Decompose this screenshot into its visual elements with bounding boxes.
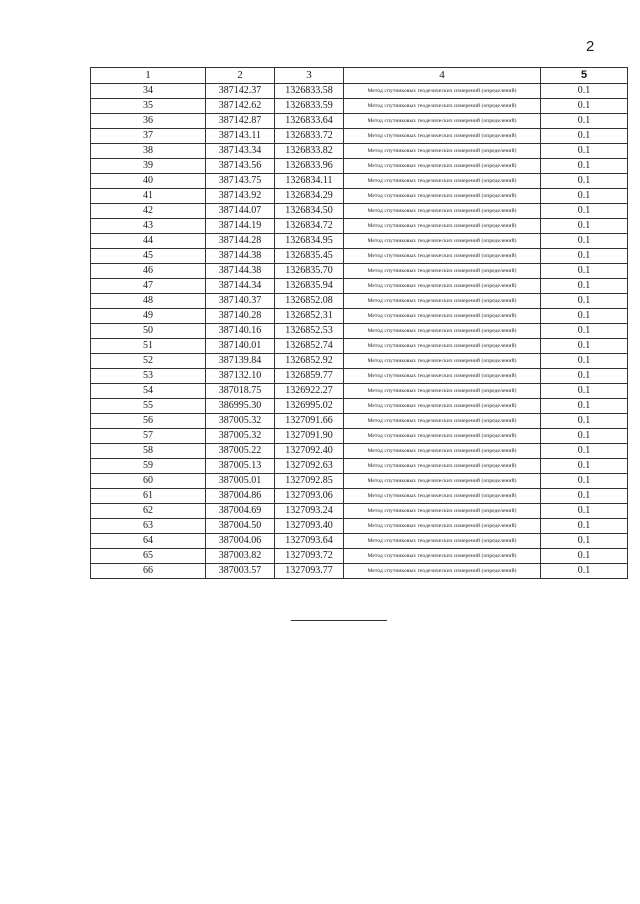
point-number-cell: 59: [91, 459, 206, 474]
y-coordinate-cell: 1326833.82: [275, 144, 344, 159]
header-col-3: 3: [275, 68, 344, 84]
table-row: [91, 429, 628, 444]
page-number: 2: [586, 38, 595, 55]
point-number-cell: 37: [91, 129, 206, 144]
y-coordinate-cell: 1327093.77: [275, 564, 344, 579]
y-coordinate-cell: 1326833.64: [275, 114, 344, 129]
y-coordinate-cell: 1326852.92: [275, 354, 344, 369]
accuracy-cell: 0.1: [541, 429, 628, 444]
point-number-cell: 64: [91, 534, 206, 549]
accuracy-cell: 0.1: [541, 249, 628, 264]
x-coordinate-cell: 387018.75: [206, 384, 275, 399]
method-cell: Метод спутниковых геодезических измерений (определений): [344, 279, 541, 294]
point-number-cell: 56: [91, 414, 206, 429]
table-row: [91, 219, 628, 234]
y-coordinate-cell: 1326834.95: [275, 234, 344, 249]
y-coordinate-cell: 1326835.70: [275, 264, 344, 279]
accuracy-cell: 0.1: [541, 114, 628, 129]
y-coordinate-cell: 1326834.11: [275, 174, 344, 189]
y-coordinate-cell: 1327092.40: [275, 444, 344, 459]
x-coordinate-cell: 387143.11: [206, 129, 275, 144]
method-cell: Метод спутниковых геодезических измерений (определений): [344, 234, 541, 249]
table-row: [91, 234, 628, 249]
x-coordinate-cell: 387144.28: [206, 234, 275, 249]
table-row: [91, 504, 628, 519]
point-number-cell: 53: [91, 369, 206, 384]
accuracy-cell: 0.1: [541, 189, 628, 204]
method-cell: Метод спутниковых геодезических измерений (определений): [344, 564, 541, 579]
table-row: [91, 369, 628, 384]
y-coordinate-cell: 1326833.96: [275, 159, 344, 174]
accuracy-cell: 0.1: [541, 144, 628, 159]
x-coordinate-cell: 387005.22: [206, 444, 275, 459]
point-number-cell: 48: [91, 294, 206, 309]
table-row: [91, 459, 628, 474]
header-col-2: 2: [206, 68, 275, 84]
method-cell: Метод спутниковых геодезических измерений (определений): [344, 384, 541, 399]
method-cell: Метод спутниковых геодезических измерений (определений): [344, 264, 541, 279]
x-coordinate-cell: 387005.32: [206, 414, 275, 429]
point-number-cell: 44: [91, 234, 206, 249]
x-coordinate-cell: 387142.37: [206, 84, 275, 99]
y-coordinate-cell: 1326834.72: [275, 219, 344, 234]
x-coordinate-cell: 387140.16: [206, 324, 275, 339]
x-coordinate-cell: 387142.87: [206, 114, 275, 129]
point-number-cell: 51: [91, 339, 206, 354]
method-cell: Метод спутниковых геодезических измерений (определений): [344, 144, 541, 159]
accuracy-cell: 0.1: [541, 264, 628, 279]
accuracy-cell: 0.1: [541, 519, 628, 534]
accuracy-cell: 0.1: [541, 294, 628, 309]
y-coordinate-cell: 1326995.02: [275, 399, 344, 414]
table-row: [91, 114, 628, 129]
method-cell: Метод спутниковых геодезических измерений (определений): [344, 429, 541, 444]
accuracy-cell: 0.1: [541, 204, 628, 219]
point-number-cell: 47: [91, 279, 206, 294]
accuracy-cell: 0.1: [541, 474, 628, 489]
table-body: [91, 84, 628, 579]
method-cell: Метод спутниковых геодезических измерений (определений): [344, 369, 541, 384]
point-number-cell: 61: [91, 489, 206, 504]
point-number-cell: 45: [91, 249, 206, 264]
table-row: [91, 129, 628, 144]
accuracy-cell: 0.1: [541, 354, 628, 369]
y-coordinate-cell: 1326835.94: [275, 279, 344, 294]
point-number-cell: 50: [91, 324, 206, 339]
accuracy-cell: 0.1: [541, 324, 628, 339]
method-cell: Метод спутниковых геодезических измерений (определений): [344, 489, 541, 504]
y-coordinate-cell: 1327092.85: [275, 474, 344, 489]
accuracy-cell: 0.1: [541, 279, 628, 294]
y-coordinate-cell: 1327091.90: [275, 429, 344, 444]
table-row: [91, 174, 628, 189]
method-cell: Метод спутниковых геодезических измерений (определений): [344, 219, 541, 234]
x-coordinate-cell: 387143.56: [206, 159, 275, 174]
x-coordinate-cell: 387143.34: [206, 144, 275, 159]
x-coordinate-cell: 387144.19: [206, 219, 275, 234]
point-number-cell: 60: [91, 474, 206, 489]
y-coordinate-cell: 1326852.53: [275, 324, 344, 339]
method-cell: Метод спутниковых геодезических измерений (определений): [344, 459, 541, 474]
y-coordinate-cell: 1327093.40: [275, 519, 344, 534]
accuracy-cell: 0.1: [541, 444, 628, 459]
method-cell: Метод спутниковых геодезических измерений (определений): [344, 99, 541, 114]
table-row: [91, 189, 628, 204]
y-coordinate-cell: 1327093.64: [275, 534, 344, 549]
x-coordinate-cell: 387144.38: [206, 249, 275, 264]
y-coordinate-cell: 1327093.72: [275, 549, 344, 564]
point-number-cell: 55: [91, 399, 206, 414]
accuracy-cell: 0.1: [541, 84, 628, 99]
x-coordinate-cell: 387144.34: [206, 279, 275, 294]
method-cell: Метод спутниковых геодезических измерений (определений): [344, 474, 541, 489]
y-coordinate-cell: 1327092.63: [275, 459, 344, 474]
method-cell: Метод спутниковых геодезических измерений (определений): [344, 534, 541, 549]
y-coordinate-cell: 1327093.24: [275, 504, 344, 519]
table-row: [91, 339, 628, 354]
table-row: [91, 489, 628, 504]
accuracy-cell: 0.1: [541, 534, 628, 549]
method-cell: Метод спутниковых геодезических измерений (определений): [344, 339, 541, 354]
table-row: [91, 519, 628, 534]
table-row: [91, 264, 628, 279]
method-cell: Метод спутниковых геодезических измерений (определений): [344, 189, 541, 204]
x-coordinate-cell: 387139.84: [206, 354, 275, 369]
table-row: [91, 399, 628, 414]
accuracy-cell: 0.1: [541, 549, 628, 564]
table-row: [91, 324, 628, 339]
method-cell: Метод спутниковых геодезических измерений (определений): [344, 114, 541, 129]
table-row: [91, 474, 628, 489]
y-coordinate-cell: 1326835.45: [275, 249, 344, 264]
table-row: [91, 159, 628, 174]
y-coordinate-cell: 1326852.08: [275, 294, 344, 309]
method-cell: Метод спутниковых геодезических измерений (определений): [344, 309, 541, 324]
header-col-4: 4: [344, 68, 541, 84]
accuracy-cell: 0.1: [541, 174, 628, 189]
x-coordinate-cell: 387144.38: [206, 264, 275, 279]
point-number-cell: 52: [91, 354, 206, 369]
table-row: [91, 414, 628, 429]
accuracy-cell: 0.1: [541, 489, 628, 504]
x-coordinate-cell: 387004.86: [206, 489, 275, 504]
method-cell: Метод спутниковых геодезических измерений (определений): [344, 504, 541, 519]
x-coordinate-cell: 387004.69: [206, 504, 275, 519]
point-number-cell: 40: [91, 174, 206, 189]
method-cell: Метод спутниковых геодезических измерений (определений): [344, 84, 541, 99]
method-cell: Метод спутниковых геодезических измерений (определений): [344, 159, 541, 174]
accuracy-cell: 0.1: [541, 399, 628, 414]
x-coordinate-cell: 387143.75: [206, 174, 275, 189]
header-col-5: 5: [541, 68, 628, 84]
point-number-cell: 35: [91, 99, 206, 114]
table-row: [91, 549, 628, 564]
x-coordinate-cell: 387132.10: [206, 369, 275, 384]
point-number-cell: 34: [91, 84, 206, 99]
table-row: [91, 144, 628, 159]
x-coordinate-cell: 387144.07: [206, 204, 275, 219]
y-coordinate-cell: 1326859.77: [275, 369, 344, 384]
point-number-cell: 38: [91, 144, 206, 159]
accuracy-cell: 0.1: [541, 159, 628, 174]
point-number-cell: 63: [91, 519, 206, 534]
table-row: [91, 354, 628, 369]
table-row: [91, 249, 628, 264]
table-row: [91, 309, 628, 324]
method-cell: Метод спутниковых геодезических измерений (определений): [344, 549, 541, 564]
coordinates-table: [90, 67, 628, 579]
method-cell: Метод спутниковых геодезических измерений (определений): [344, 249, 541, 264]
point-number-cell: 66: [91, 564, 206, 579]
x-coordinate-cell: 387140.01: [206, 339, 275, 354]
table-row: [91, 384, 628, 399]
x-coordinate-cell: 387143.92: [206, 189, 275, 204]
point-number-cell: 43: [91, 219, 206, 234]
accuracy-cell: 0.1: [541, 99, 628, 114]
y-coordinate-cell: 1326922.27: [275, 384, 344, 399]
x-coordinate-cell: 387004.50: [206, 519, 275, 534]
method-cell: Метод спутниковых геодезических измерений (определений): [344, 324, 541, 339]
method-cell: Метод спутниковых геодезических измерений (определений): [344, 519, 541, 534]
accuracy-cell: 0.1: [541, 504, 628, 519]
x-coordinate-cell: 387005.32: [206, 429, 275, 444]
table-row: [91, 279, 628, 294]
x-coordinate-cell: 387004.06: [206, 534, 275, 549]
accuracy-cell: 0.1: [541, 564, 628, 579]
y-coordinate-cell: 1326833.72: [275, 129, 344, 144]
table-row: [91, 444, 628, 459]
table-row: [91, 84, 628, 99]
method-cell: Метод спутниковых геодезических измерений (определений): [344, 354, 541, 369]
accuracy-cell: 0.1: [541, 369, 628, 384]
method-cell: Метод спутниковых геодезических измерений (определений): [344, 204, 541, 219]
x-coordinate-cell: 387005.01: [206, 474, 275, 489]
x-coordinate-cell: 387140.28: [206, 309, 275, 324]
point-number-cell: 62: [91, 504, 206, 519]
point-number-cell: 57: [91, 429, 206, 444]
table-row: [91, 294, 628, 309]
accuracy-cell: 0.1: [541, 384, 628, 399]
table-row: [91, 534, 628, 549]
x-coordinate-cell: 387003.57: [206, 564, 275, 579]
y-coordinate-cell: 1326834.29: [275, 189, 344, 204]
point-number-cell: 39: [91, 159, 206, 174]
accuracy-cell: 0.1: [541, 309, 628, 324]
accuracy-cell: 0.1: [541, 129, 628, 144]
accuracy-cell: 0.1: [541, 234, 628, 249]
accuracy-cell: 0.1: [541, 414, 628, 429]
table-row: [91, 99, 628, 114]
point-number-cell: 49: [91, 309, 206, 324]
y-coordinate-cell: 1327091.66: [275, 414, 344, 429]
point-number-cell: 42: [91, 204, 206, 219]
y-coordinate-cell: 1326834.50: [275, 204, 344, 219]
x-coordinate-cell: 386995.30: [206, 399, 275, 414]
point-number-cell: 36: [91, 114, 206, 129]
method-cell: Метод спутниковых геодезических измерений (определений): [344, 444, 541, 459]
point-number-cell: 65: [91, 549, 206, 564]
method-cell: Метод спутниковых геодезических измерений (определений): [344, 414, 541, 429]
method-cell: Метод спутниковых геодезических измерений (определений): [344, 174, 541, 189]
x-coordinate-cell: 387142.62: [206, 99, 275, 114]
x-coordinate-cell: 387140.37: [206, 294, 275, 309]
y-coordinate-cell: 1327093.06: [275, 489, 344, 504]
header-col-1: 1: [91, 68, 206, 84]
y-coordinate-cell: 1326852.74: [275, 339, 344, 354]
table-row: [91, 564, 628, 579]
table-header-row: [91, 68, 628, 84]
method-cell: Метод спутниковых геодезических измерений (определений): [344, 399, 541, 414]
accuracy-cell: 0.1: [541, 459, 628, 474]
method-cell: Метод спутниковых геодезических измерений (определений): [344, 129, 541, 144]
end-divider-line: [291, 620, 387, 621]
accuracy-cell: 0.1: [541, 219, 628, 234]
point-number-cell: 46: [91, 264, 206, 279]
y-coordinate-cell: 1326833.58: [275, 84, 344, 99]
accuracy-cell: 0.1: [541, 339, 628, 354]
method-cell: Метод спутниковых геодезических измерений (определений): [344, 294, 541, 309]
x-coordinate-cell: 387003.82: [206, 549, 275, 564]
y-coordinate-cell: 1326833.59: [275, 99, 344, 114]
y-coordinate-cell: 1326852.31: [275, 309, 344, 324]
point-number-cell: 54: [91, 384, 206, 399]
point-number-cell: 41: [91, 189, 206, 204]
table-row: [91, 204, 628, 219]
point-number-cell: 58: [91, 444, 206, 459]
x-coordinate-cell: 387005.13: [206, 459, 275, 474]
